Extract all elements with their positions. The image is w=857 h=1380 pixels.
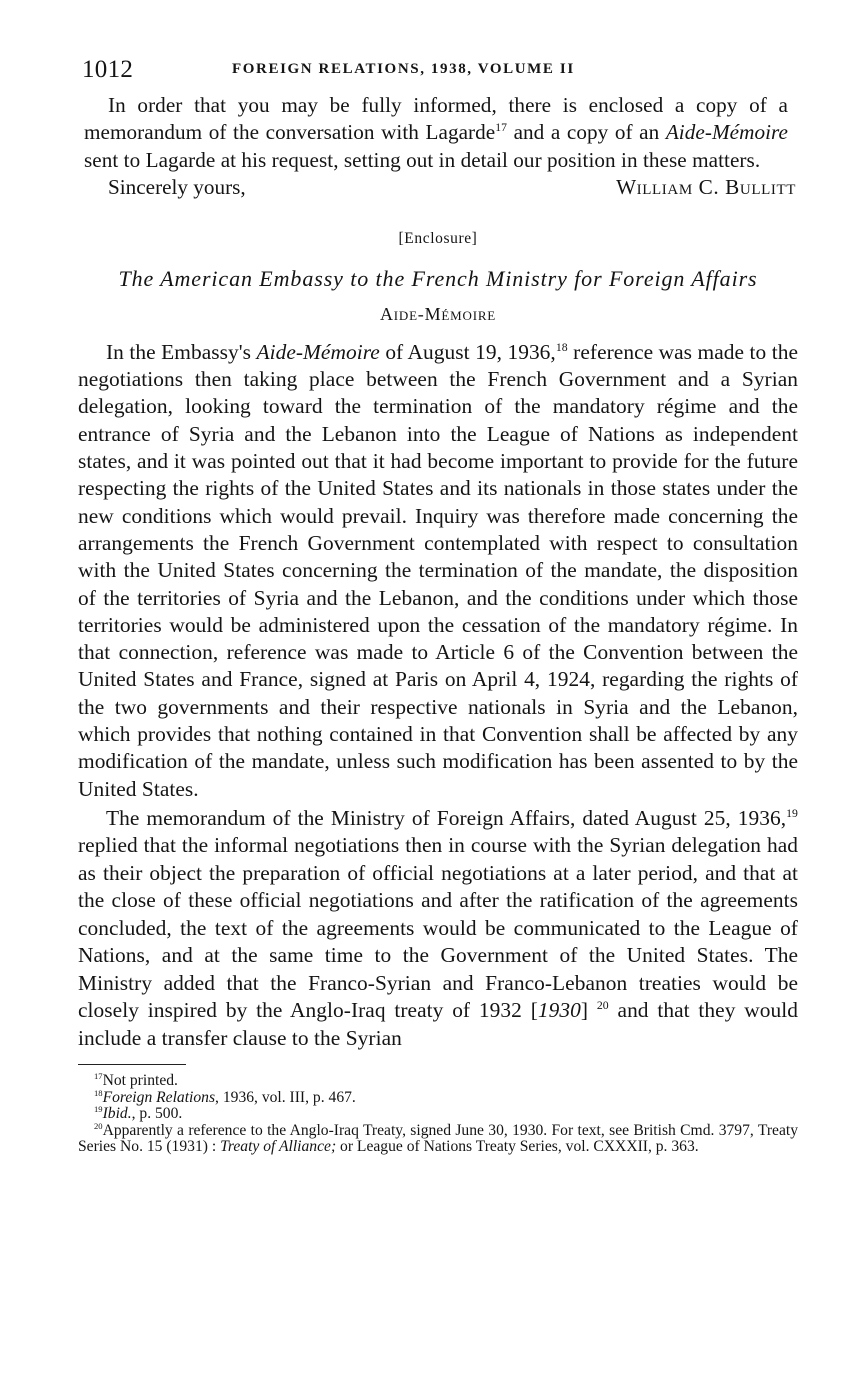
footnote-mark: 18	[94, 1087, 103, 1098]
footnote-19	[78, 1106, 798, 1122]
book-page	[78, 52, 798, 1155]
letter-paragraph	[84, 92, 788, 174]
footnote-mark: 20	[94, 1120, 103, 1131]
body-paragraph-1	[78, 339, 798, 803]
aide-memoire-italic: Aide-Mémoire	[665, 120, 788, 145]
running-title: FOREIGN RELATIONS, 1938, VOLUME II	[232, 61, 575, 77]
footnote-divider	[78, 1064, 186, 1065]
footnote-mark: 17	[94, 1071, 103, 1082]
footnote-text: , 1936, vol. III, p. 467.	[215, 1088, 356, 1106]
document-title: The American Embassy to the French Ministry for Foreign Affairs	[118, 265, 758, 291]
body2-italic-year: 1930	[537, 998, 581, 1023]
body2-text-1: The memorandum of the Ministry of Foreign Affairs, dated August 25, 1936,	[106, 805, 787, 830]
body2-text-2: replied that the informal negotiations then in course with the Syrian delegation had as their object the preparation of official negotiations at a later period, and that at the close of these official negotiations and after the ratification of the agreements concluded, the text of the agreements would be communicated to the League of Nations, and at the same time to the Government of the United States. The Ministry added that the Franco-Syrian and Franco-Lebanon treaties would be closely inspired by the Anglo-Iraq treaty of 1932 [	[78, 833, 798, 1023]
letter-text-1: In order that you may be fully informed, there is enclosed a copy of a memorandum of the conversation with Lagarde	[84, 93, 788, 145]
letter-closing-row	[78, 174, 798, 204]
body1-text-3: reference was made to the negotiations then taking place between the French Government and a Syrian delegation, looking toward the termination of the mandatory régime and the entrance of Syria and the Lebanon into the League of Nations as independent states, and it was pointed out that it had become important to provide for the future respecting the rights of the United States and its nationals in those states under the new conditions which would prevail. Inquiry was therefore made concerning the arrangements the French Government contemplated with respect to consultation with the United States concerning the termination of the mandate, the disposition of the territories of Syria and the Lebanon, and the conditions under which those territories would be administered upon the cessation of the mandatory régime. In that connection, reference was made to Article 6 of the Convention between the United States and France, signed at Paris on April 4, 1924, regarding the rights of the two governments and their respective nationals in Syria and the Lebanon, which provides that nothing contained in that Convention shall be affected by any modification of the mandate, unless such modification has been assented to by the United States.	[78, 339, 798, 801]
footnote-text-a: Apparently a reference to the Anglo-Iraq Treaty, signed June 30, 1930. For text, see British Cmd. 3797, Treaty Series No. 15 (1931) :	[78, 1121, 798, 1156]
footnote-20	[78, 1120, 798, 1156]
footnote-ref-19[interactable]: 19	[786, 806, 798, 820]
letter-text-3: sent to Lagarde at his request, setting out in detail our position in these matters.	[84, 147, 761, 172]
footnote-mark: 19	[94, 1104, 103, 1115]
footnote-italic: Foreign Relations	[102, 1088, 216, 1106]
letter-closing: Sincerely yours,	[108, 174, 246, 199]
footnote-text: Not printed.	[102, 1072, 178, 1090]
footnote-text-b: or League of Nations Treaty Series, vol. CXXXII, p. 363.	[336, 1138, 699, 1156]
enclosure-label: [Enclosure]	[398, 229, 478, 247]
footnotes	[78, 1073, 798, 1155]
footnote-ref-17[interactable]: 17	[495, 121, 508, 135]
letter-text-2: and a copy of an	[507, 120, 666, 145]
signature: William C. Bullitt	[616, 174, 796, 199]
body1-text-2: of August 19, 1936,	[379, 339, 556, 364]
footnote-italic: Ibid.	[102, 1105, 132, 1123]
page-number: 1012	[82, 56, 134, 83]
document-subtitle: Aide-Mémoire	[379, 303, 497, 324]
footnote-ref-20[interactable]: 20	[596, 999, 609, 1013]
footnote-ref-18[interactable]: 18	[555, 340, 568, 354]
body2-text-3: ]	[580, 998, 597, 1023]
footnote-text: , p. 500.	[131, 1105, 183, 1123]
footnote-italic: Treaty of Alliance;	[220, 1138, 337, 1156]
footnote-17	[78, 1073, 798, 1089]
body-paragraph-2	[78, 805, 798, 1053]
body2-text-4: and that they would include a transfer clause to the Syrian	[78, 998, 798, 1050]
body1-italic: Aide-Mémoire	[256, 339, 380, 364]
body1-text-1: In the Embassy's	[106, 339, 257, 364]
footnote-18	[78, 1087, 798, 1106]
running-head	[78, 52, 798, 92]
